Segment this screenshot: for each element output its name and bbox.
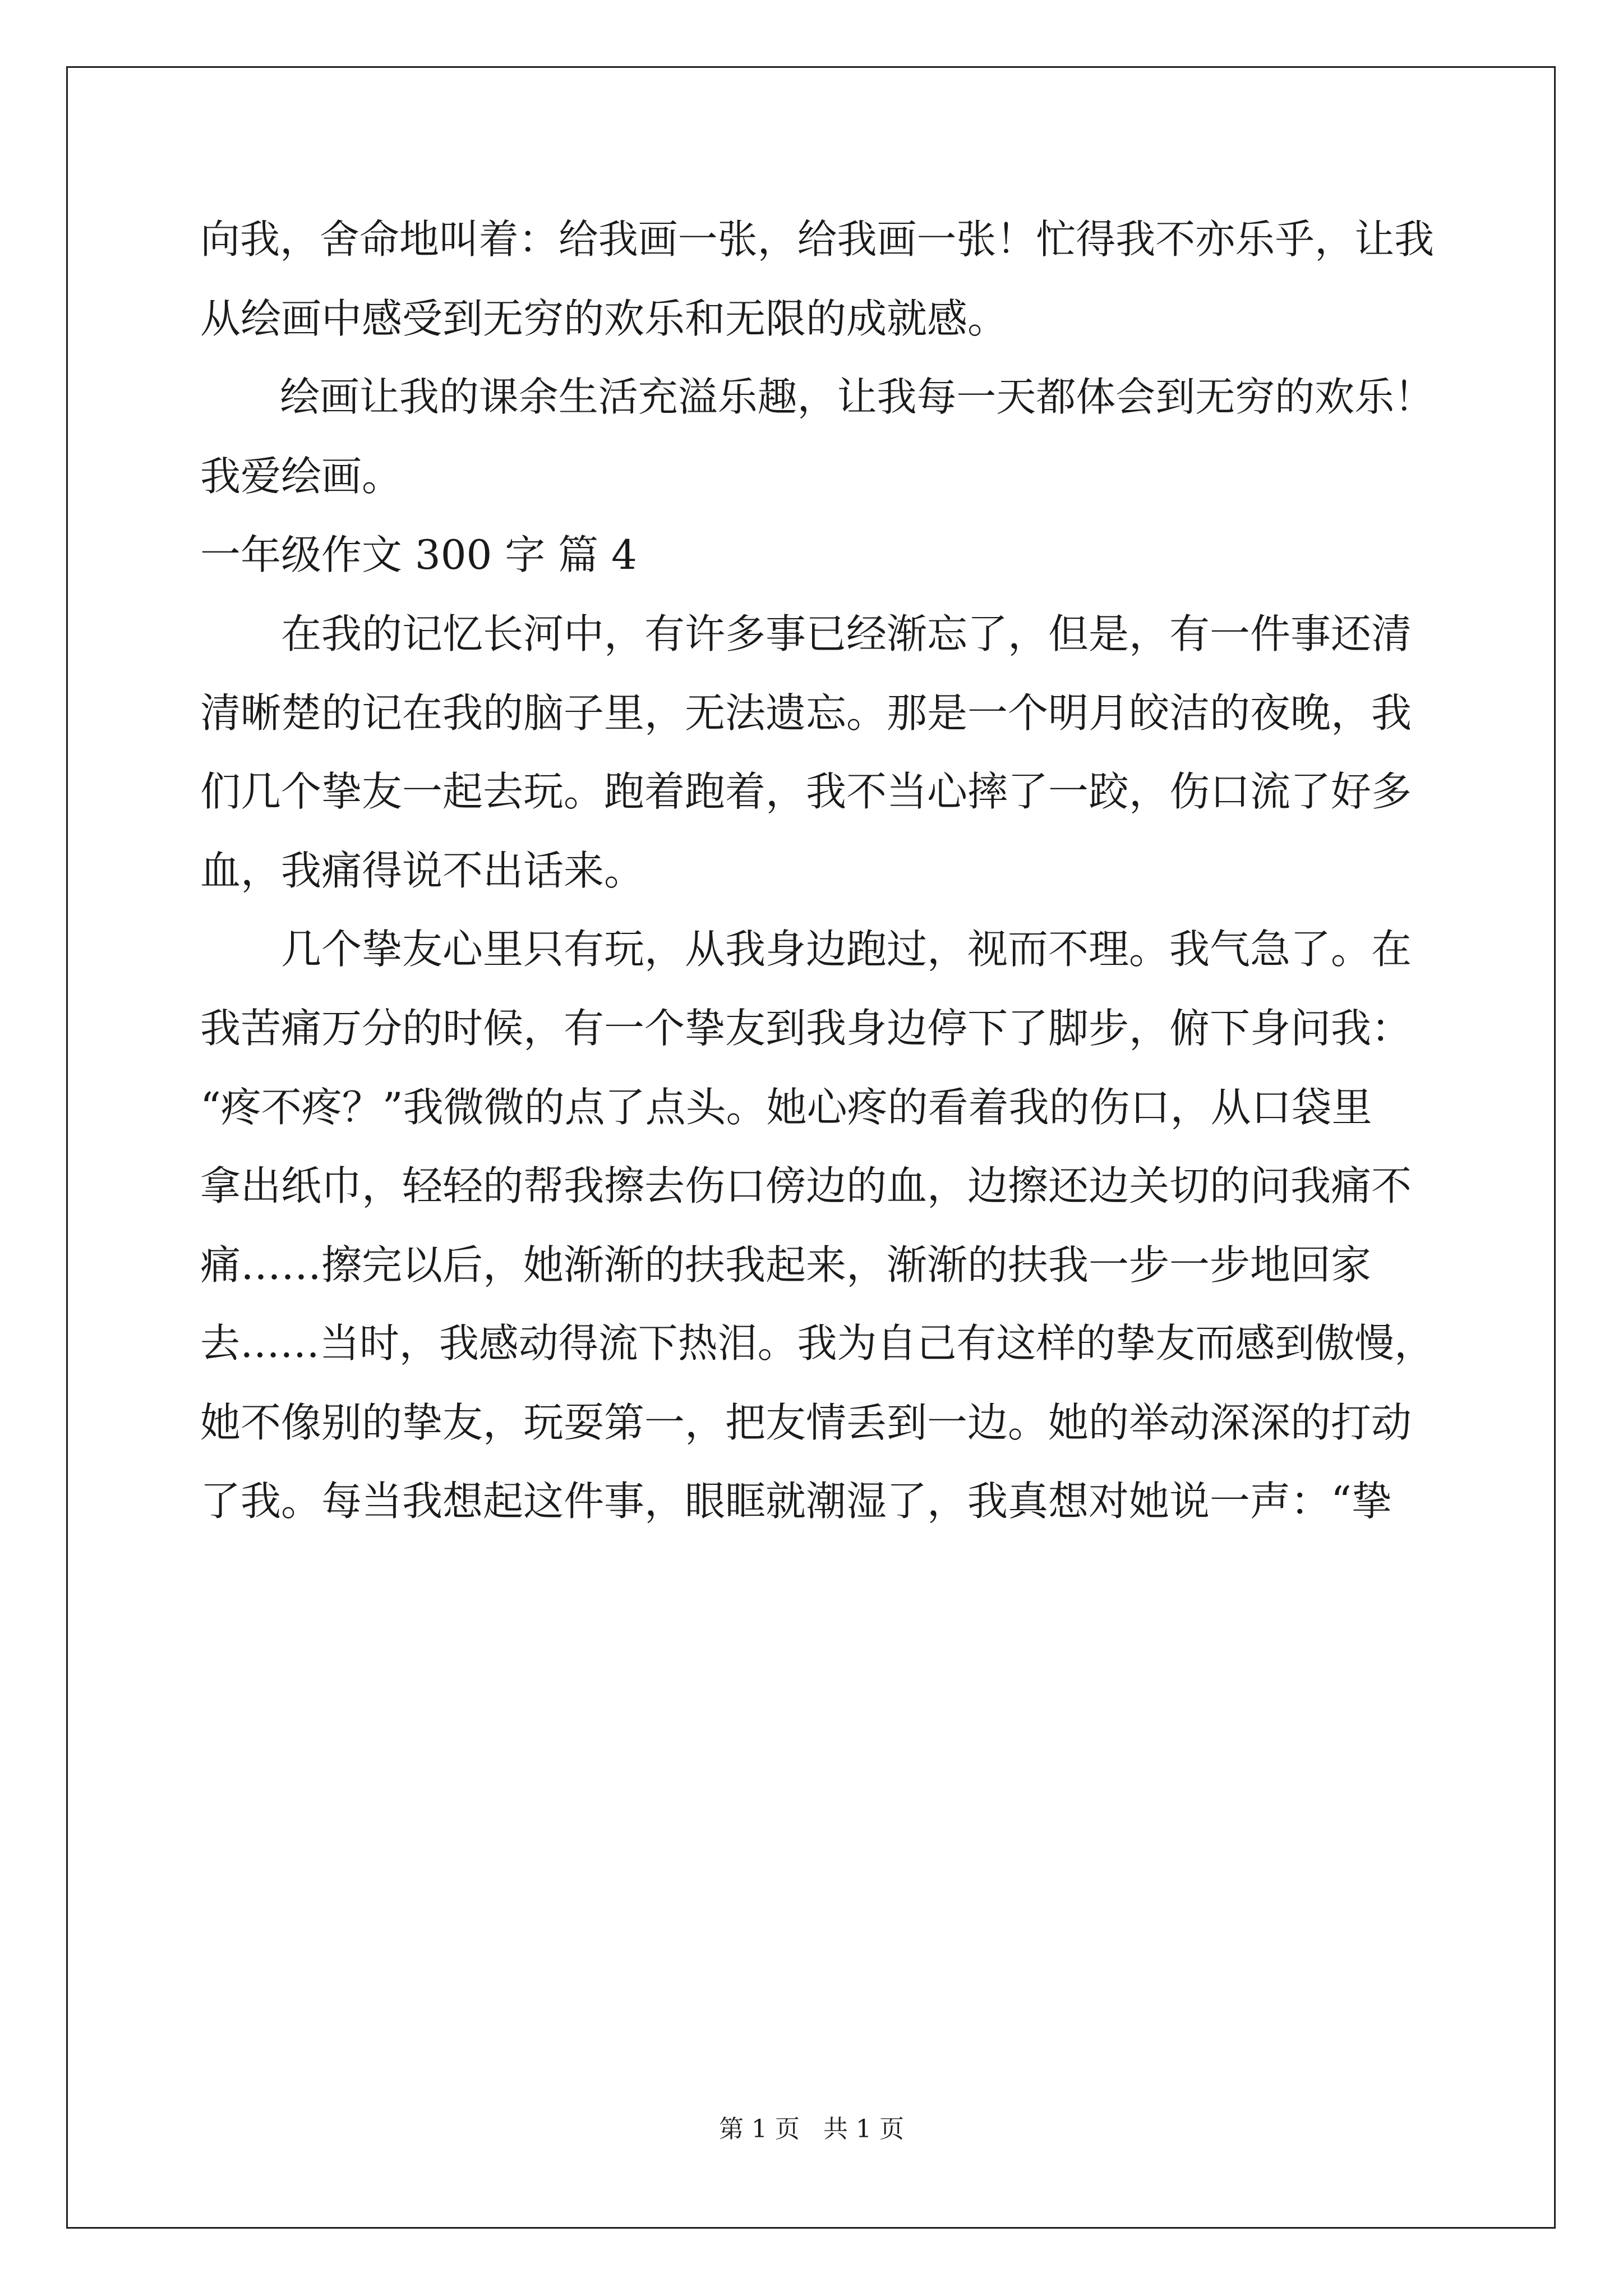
text-line: 血，我痛得说不出话来。 xyxy=(200,847,645,894)
text-line: 们几个挚友一起去玩。跑着跑着，我不当心摔了一跤，伤口流了好多 xyxy=(200,768,1412,815)
text-line: 我爱绘画。 xyxy=(200,453,403,500)
text-line: 绘画让我的课余生活充溢乐趣，让我每一天都体会到无穷的欢乐！ xyxy=(200,374,1435,420)
text-line: 几个挚友心里只有玩，从我身边跑过，视而不理。我气急了。在 xyxy=(200,926,1412,973)
text-line: 从绘画中感受到无穷的欢乐和无限的成就感。 xyxy=(200,295,1008,342)
text-line: 拿出纸巾，轻轻的帮我擦去伤口傍边的血，边擦还边关切的问我痛不 xyxy=(200,1162,1412,1209)
text-line: 向我，舍命地叫着：给我画一张，给我画一张！忙得我不亦乐乎，让我 xyxy=(200,216,1435,263)
text-line: 了我。每当我想起这件事，眼眶就潮湿了，我真想对她说一声：“挚 xyxy=(200,1478,1392,1525)
text-line: “疼不疼？”我微微的点了点头。她心疼的看着我的伤口，从口袋里 xyxy=(200,1084,1372,1131)
text-line: 清晰楚的记在我的脑子里，无法遗忘。那是一个明月皎洁的夜晚，我 xyxy=(200,689,1412,737)
text-line: 去……当时，我感动得流下热泪。我为自己有这样的挚友而感到傲慢， xyxy=(200,1320,1435,1366)
page-footer: 第 1 页 共 1 页 xyxy=(719,2115,904,2143)
text-line: 我苦痛万分的时候，有一个挚友到我身边停下了脚步，俯下身问我： xyxy=(200,1005,1412,1052)
text-line: 痛……擦完以后，她渐渐的扶我起来，渐渐的扶我一步一步地回家 xyxy=(200,1241,1372,1289)
section-heading: 一年级作文 300 字 篇 4 xyxy=(200,531,637,578)
text-line: 在我的记忆长河中，有许多事已经渐忘了，但是，有一件事还清 xyxy=(200,610,1412,657)
text-line: 她不像别的挚友，玩耍第一，把友情丢到一边。她的举动深深的打动 xyxy=(200,1399,1412,1446)
